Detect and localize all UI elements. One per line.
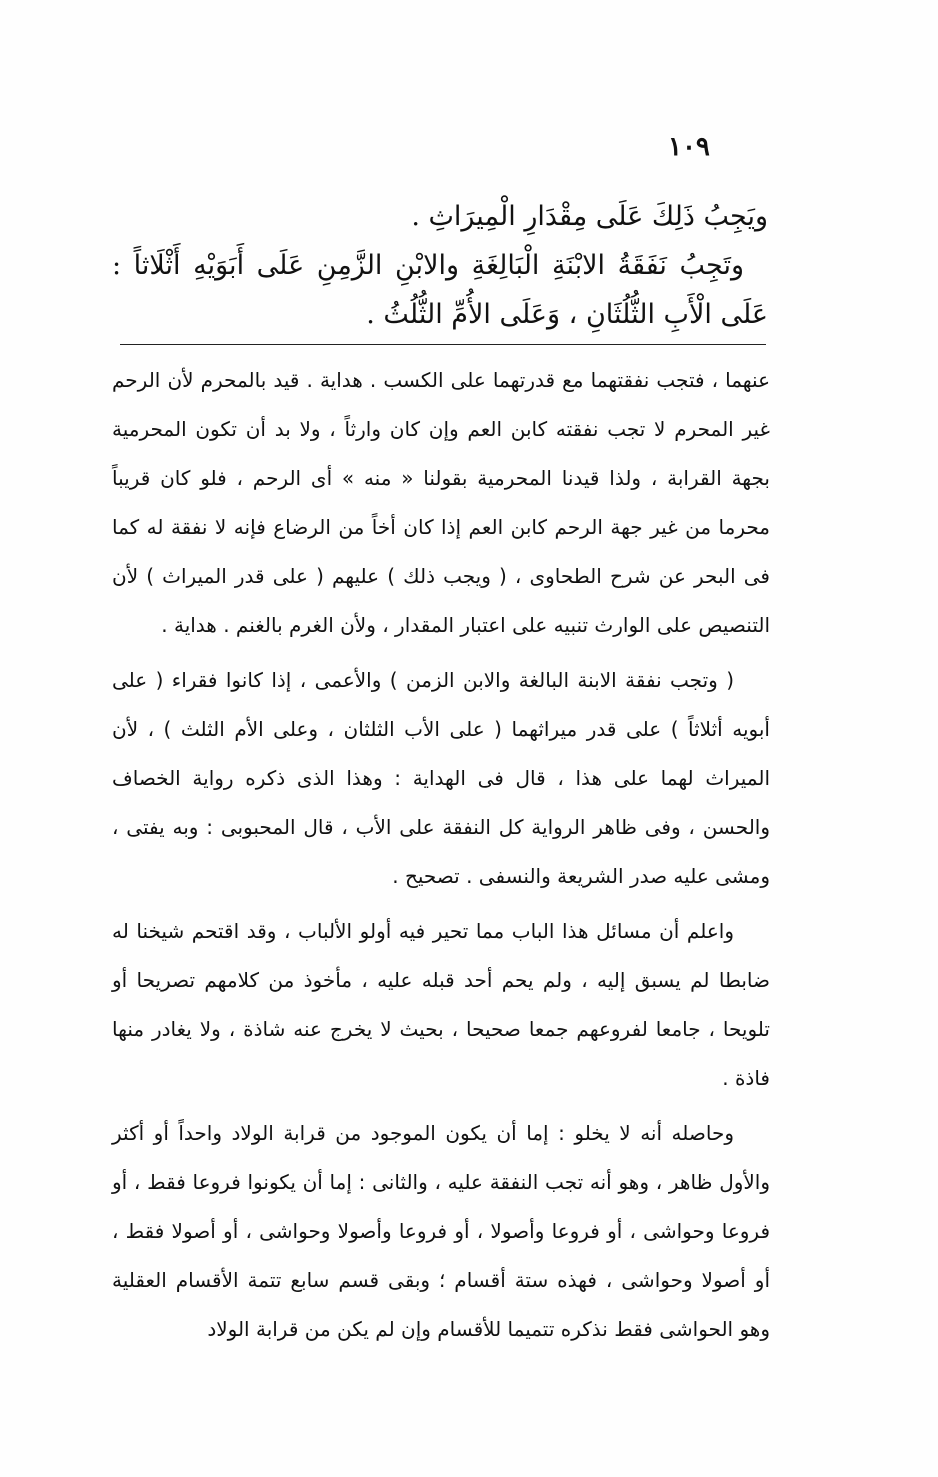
commentary-paragraph: ( وتجب نفقة الابنة البالغة والابن الزمن ) والأعمى ، إذا كانوا فقراء ( على أبويه أثلاثاً ) على قدر ميراثهما ( على الأب الثلثان ، وعلى الأم الثلث ) ، لأن الميراث لهما على هذا ، قال فى الهداية : وهذا الذى ذكره رواية الخصاف والحسن ، وفى ظاهر الرواية كل النفقة على الأب ، قال المحبوبى : وبه يفتى ، ومشى عليه صدر الشريعة والنسفى . تصحيح .	[112, 668, 770, 888]
commentary-paragraph: عنهما ، فتجب نفقتهما مع قدرتهما على الكسب . هداية . قيد بالمحرم لأن الرحم غير المحرم لا تجب نفقته كابن العم وإن كان وارثاً ، ولا بد أن تكون المحرمية بجهة القرابة ، ولذا قيدنا المحرمية بقولنا « منه » أى الرحم ، فلو كان قريباً محرما من غير جهة الرحم كابن العم إذا كان أخاً من الرضاع فإنه لا نفقة له كما فى البحر عن شرح الطحاوى ، ( ويجب ذلك ) عليهم ( على قدر الميراث ) لأن التنصيص على الوارث تنبيه على اعتبار المقدار ، ولأن الغرم بالغنم . هداية .	[112, 368, 770, 637]
main-text-paragraph: ويَجِبُ ذَلِكَ عَلَى مِقْدَارِ الْمِيرَاثِ .	[411, 201, 768, 232]
commentary-paragraph: وحاصله أنه لا يخلو : إما أن يكون الموجود من قرابة الولاد واحداً أو أكثر والأول ظاهر ، وهو أنه تجب النفقة عليه ، والثانى : إما أن يكونوا فروعا فقط ، أو فروعا وحواشى ، أو فروعا وأصولا ، أو فروعا وأصولا وحواشى ، أو أصولا فقط ، أو أصولا وحواشى ، فهذه ستة أقسام ؛ وبقى قسم سابع تتمة الأقسام العقلية وهو الحواشى فقط نذكره تتميما للأقسام وإن لم يكن من قرابة الولاد	[112, 1121, 770, 1341]
page-number: ١٠٩	[668, 132, 710, 162]
text-divider	[120, 344, 766, 345]
commentary-paragraph: واعلم أن مسائل هذا الباب مما تحير فيه أولو الألباب ، وقد اقتحم شيخنا له ضابطا لم يسبق إليه ، ولم يحم أحد قبله عليه ، مأخوذ من كلامهم تصريحا أو تلويحا ، جامعا لفروعهم جمعا صحيحا ، بحيث لا يخرج عنه شاذة ، ولا يغادر منها فاذة .	[112, 919, 770, 1090]
main-text	[112, 192, 768, 339]
commentary-text	[112, 356, 770, 1360]
main-text-paragraph: وتَجِبُ نَفَقَةُ الابْنَةِ الْبَالِغَةِ والابْنِ الزَّمِنِ عَلَى أَبَوَيْهِ أَثْلَاثاً : عَلَى الْأَبِ الثُّلُثَانِ ، وَعَلَى الأُمِّ الثُّلُثُ .	[112, 250, 768, 330]
